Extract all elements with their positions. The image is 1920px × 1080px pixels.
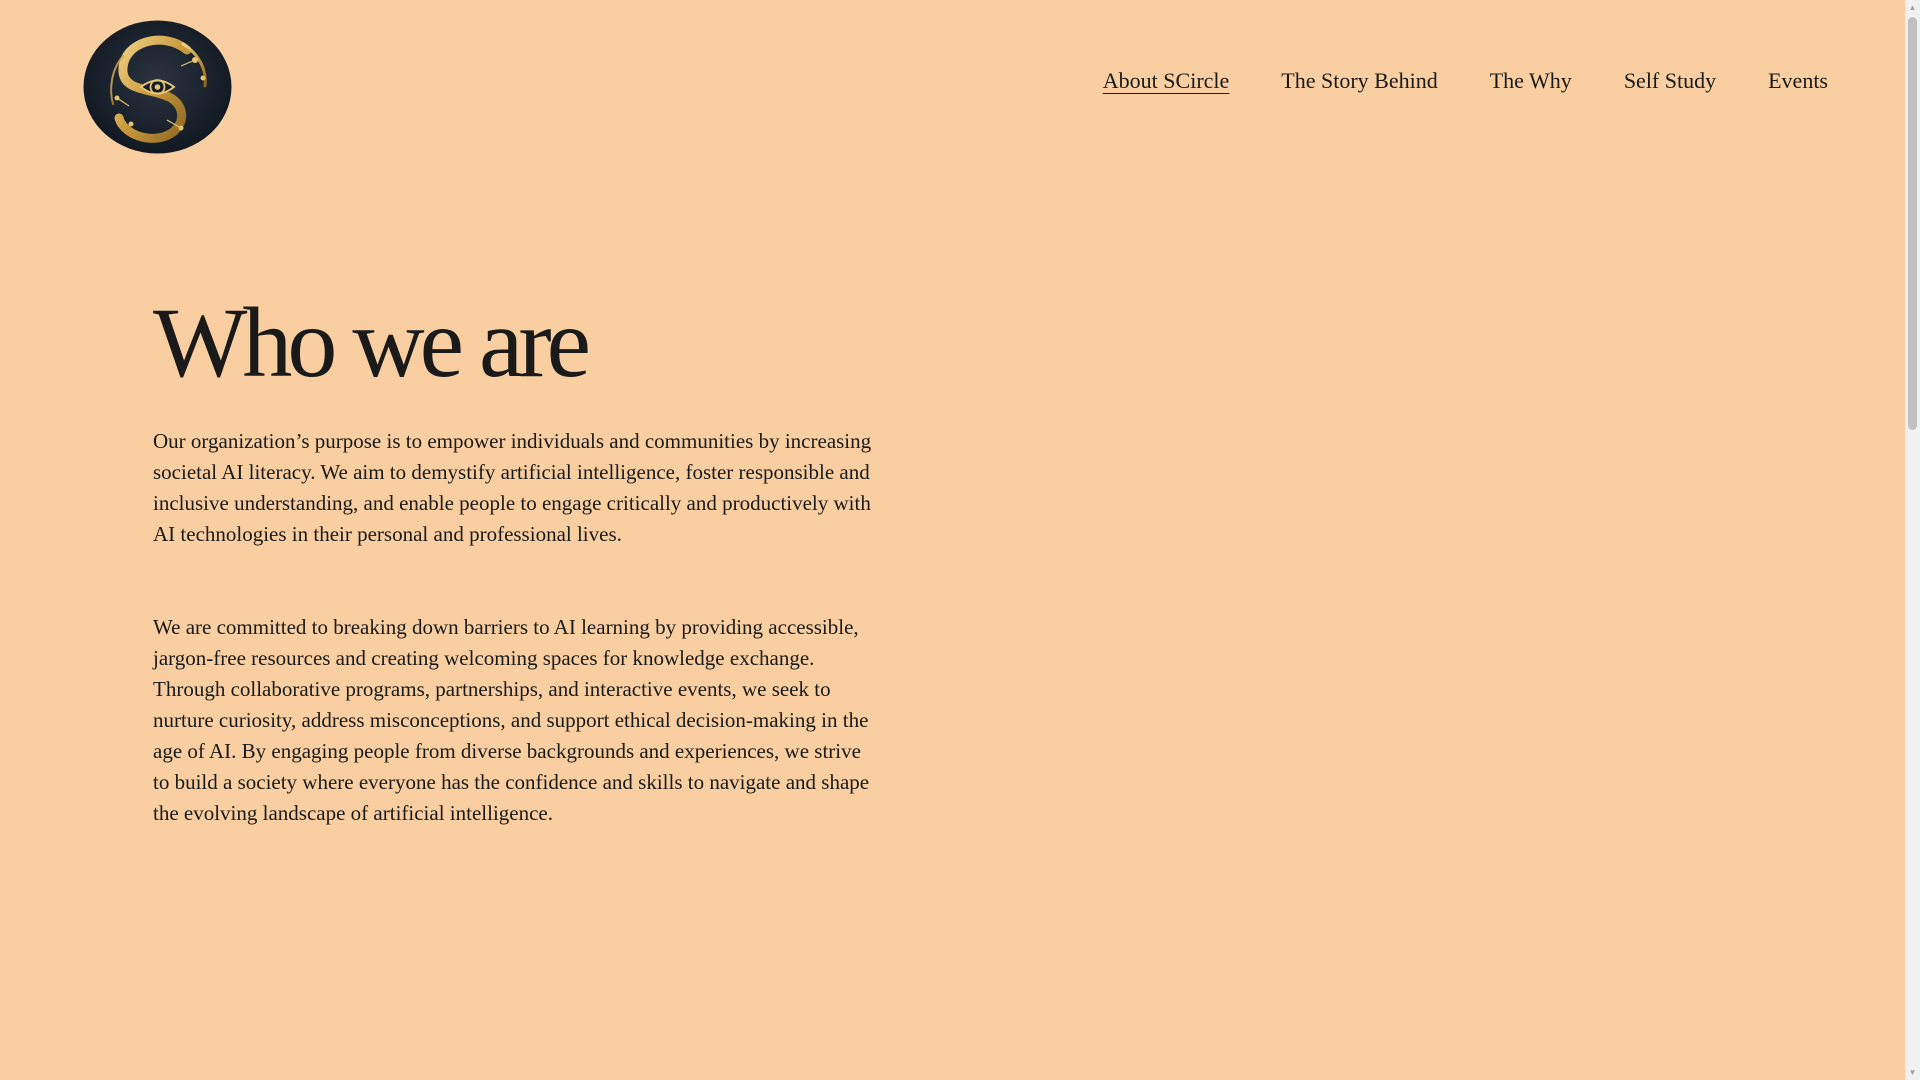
commitment-paragraph: We are committed to breaking down barriers to AI learning by providing accessible, jargon-free resources and creating welcoming spaces for knowledge exchange. Through collaborative programs, partnerships, and interactive events, we seek to nurture curiosity, address misconceptions, and support ethical decision-making in the age of AI. By engaging people from diverse backgrounds and experiences, we strive to build a society where everyone has the confidence and skills to navigate and shape the evolving landscape of artificial intelligence.: [153, 615, 870, 825]
scrollbar-thumb[interactable]: [1908, 17, 1917, 430]
nav-item-the-why[interactable]: The Why: [1489, 68, 1572, 93]
who-we-are-section: [153, 288, 883, 829]
nav-item-about-scircle[interactable]: About SCircle: [1102, 68, 1230, 93]
nav-item-self-study[interactable]: Self Study: [1623, 68, 1717, 93]
scircle-logo-icon: [83, 20, 232, 154]
page-title: Who we are: [153, 287, 587, 398]
scroll-up-arrow-icon[interactable]: ▲: [1908, 3, 1917, 12]
logo[interactable]: [83, 20, 232, 154]
purpose-paragraph: Our organization’s purpose is to empower individuals and communities by increasing societal AI literacy. We aim to demystify artificial intelligence, foster responsible and inclusive understanding, and enable people to engage critically and productively with AI technologies in their personal and professional lives.: [153, 429, 872, 546]
main-nav: [1103, 68, 1828, 94]
nav-item-the-story-behind[interactable]: The Story Behind: [1281, 68, 1438, 93]
site-header: [0, 0, 1905, 170]
vertical-scrollbar[interactable]: [1905, 0, 1920, 1080]
scroll-down-arrow-icon[interactable]: ▼: [1908, 1068, 1917, 1077]
nav-item-events[interactable]: Events: [1768, 68, 1828, 93]
